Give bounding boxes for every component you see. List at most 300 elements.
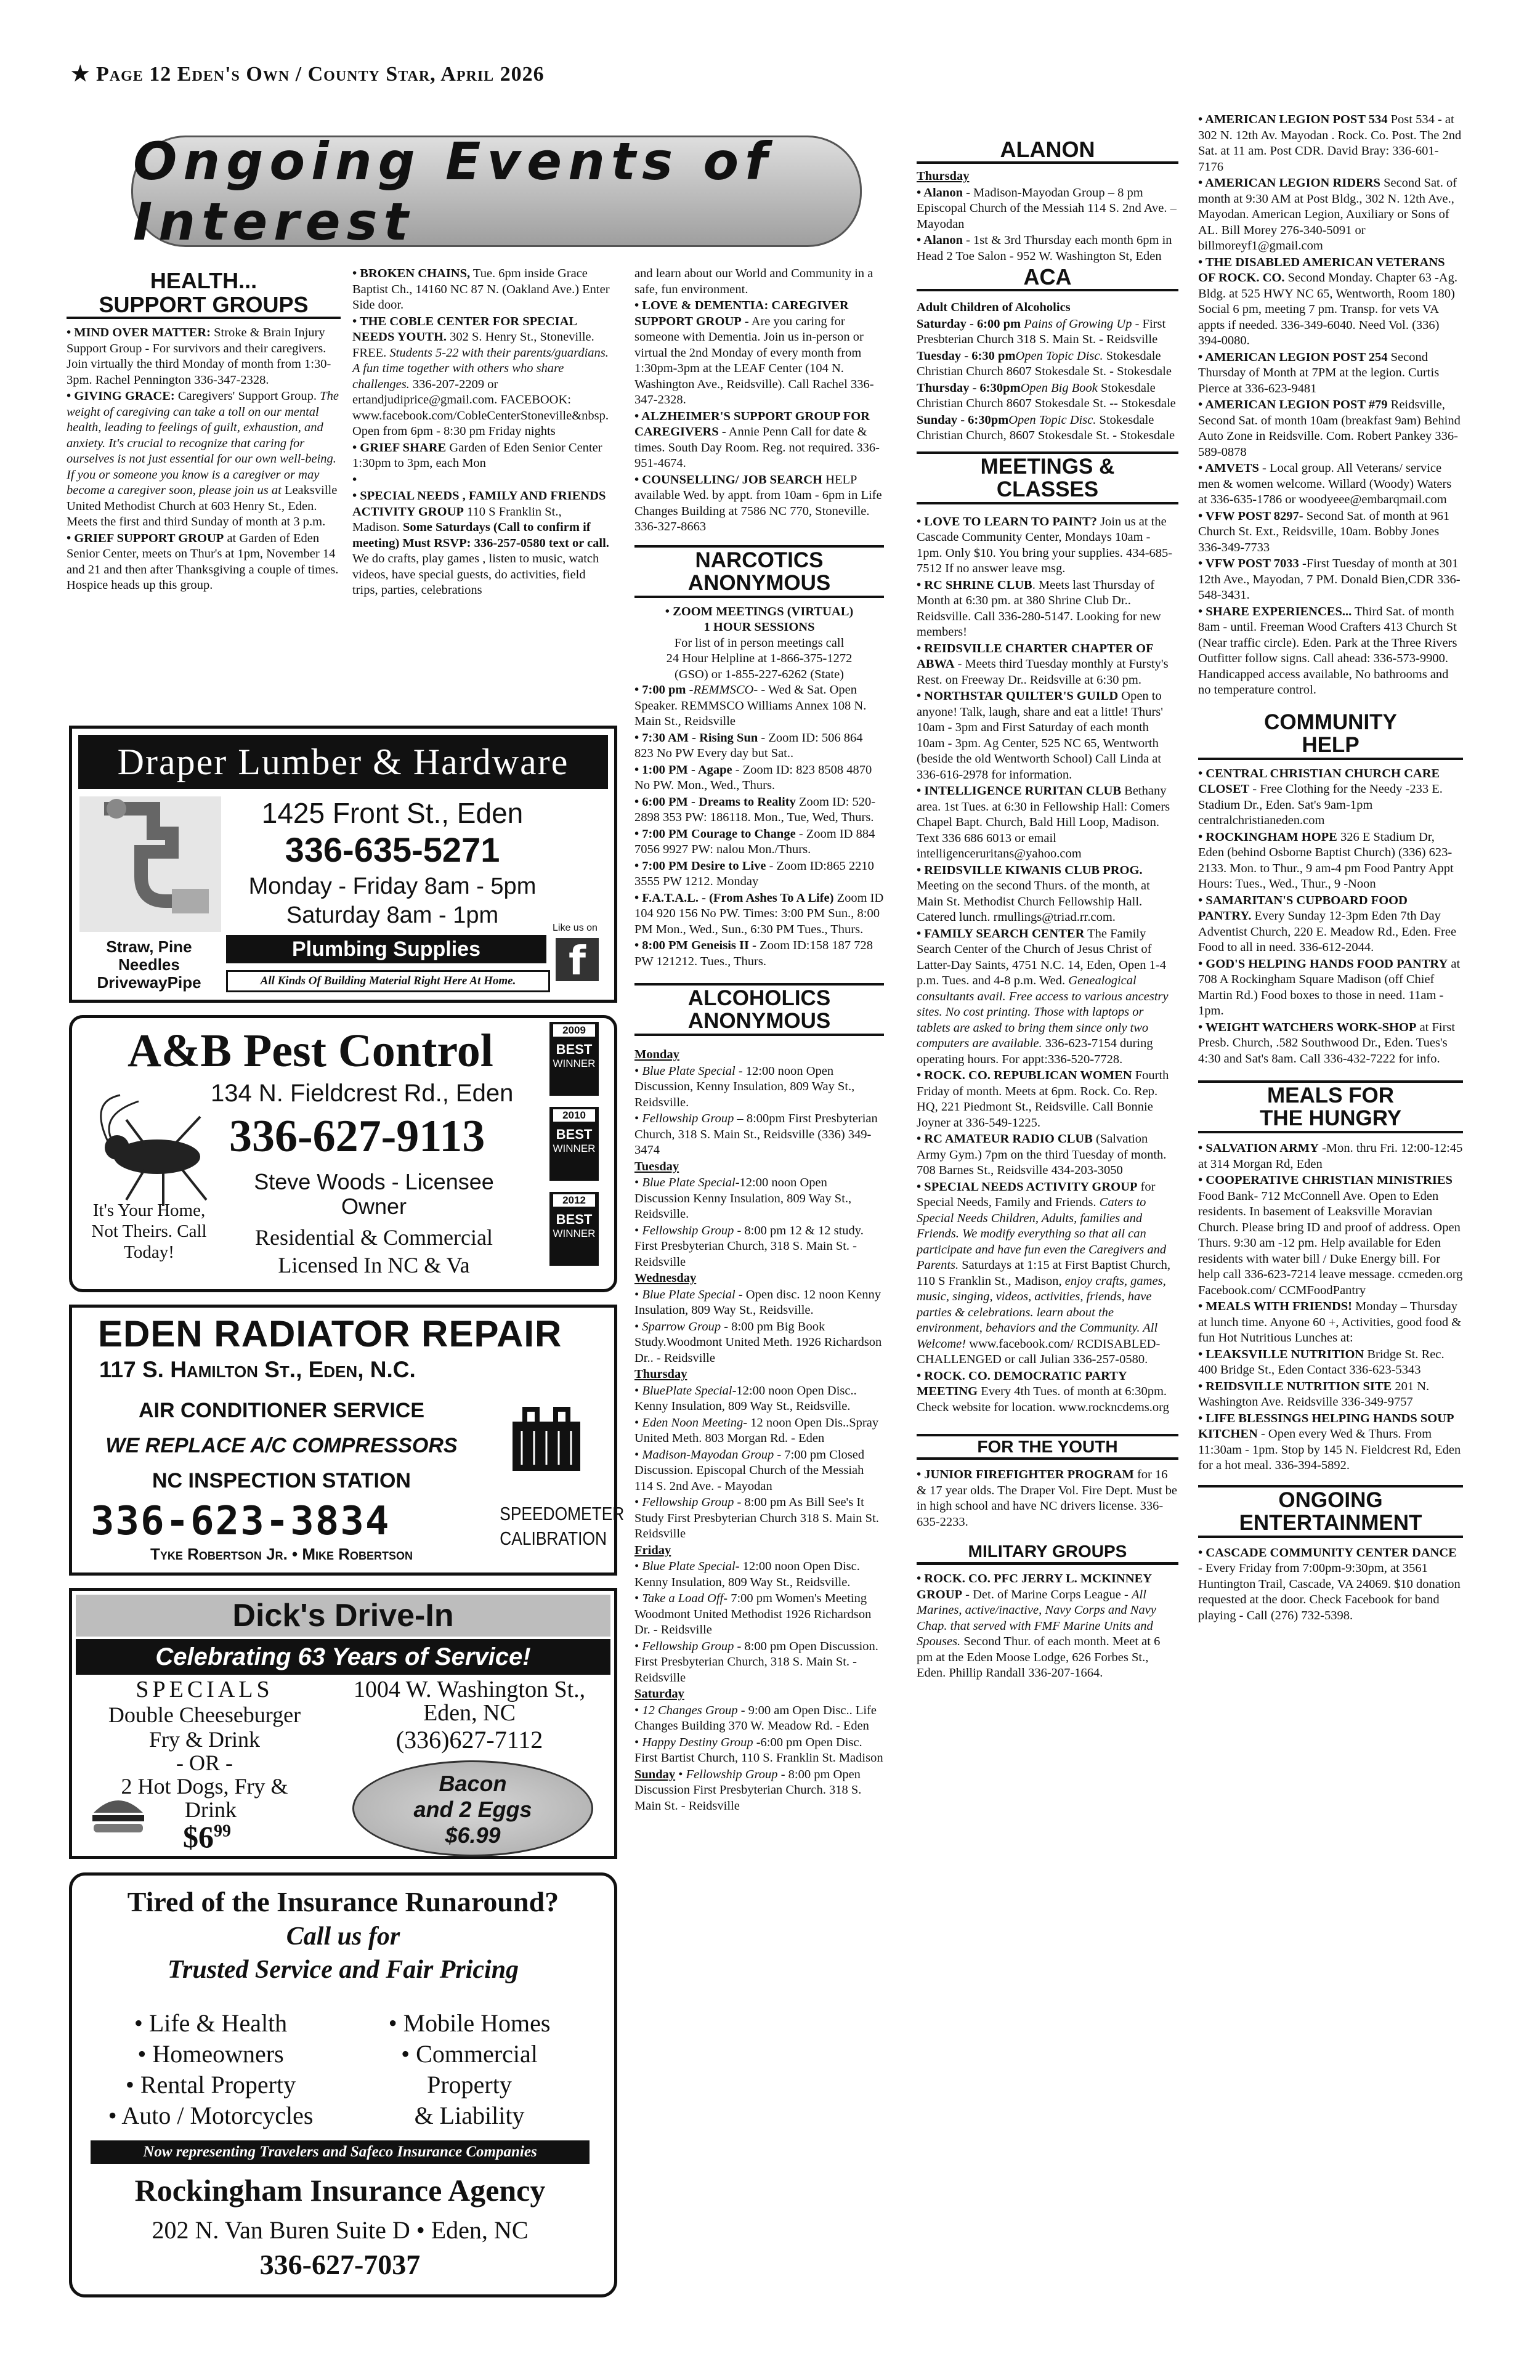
na-item	[634, 682, 884, 730]
veteran-item	[1198, 255, 1463, 349]
support-item-text: Tue. 6pm inside Grace Baptist Ch., 14160 NC 87 N. (Oakland Ave.) Enter Side door.	[352, 267, 610, 312]
dicks-oval3: $6.99	[445, 1823, 501, 1848]
aa-group-name: Fellowship Group	[642, 1496, 734, 1509]
na-item	[634, 795, 884, 826]
meetings-title-b: CLASSES	[996, 477, 1099, 501]
na-item-text: Zoom ID: 520-2898 353 PW: 186118. Mon., Tue, Wed, Thurs.	[634, 795, 876, 824]
aa-bullet: •	[634, 1415, 642, 1430]
section-youth-title	[917, 1434, 1178, 1460]
aa-bullet: •	[634, 1319, 642, 1334]
aca-item	[917, 381, 1178, 412]
ins-left-item: • Life & Health	[134, 2009, 288, 2037]
draper-name: Draper Lumber & Hardware	[78, 735, 608, 789]
aa-bullet: •	[634, 1176, 642, 1189]
ins-left-list	[84, 2008, 337, 2131]
aa-item	[634, 1287, 884, 1319]
aa-bullet: •	[634, 1496, 642, 1509]
award-winner: WINNER	[553, 1058, 596, 1069]
aca-item-text: - First Presbterian Church 318 S. Main St. - Reidsville	[917, 317, 1166, 346]
meeting-item-lead: • SPECIAL NEEDS ACTIVITY GROUP	[917, 1180, 1138, 1194]
aa-group-name: 12 Changes Group	[642, 1703, 738, 1717]
dicks-oval2: and 2 Eggs	[413, 1797, 532, 1822]
community-item-lead: • GOD'S HELPING HANDS FOOD PANTRY	[1198, 957, 1448, 971]
meeting-item	[917, 926, 1178, 1068]
entertainment-item-lead: • CASCADE COMMUNITY CENTER DANCE	[1198, 1545, 1457, 1560]
draper-hours1: Monday - Friday 8am - 5pm	[248, 873, 537, 899]
na-item-text: - Zoom ID: 823 8508 4870 No PW. Mon., Wed., Thurs.	[634, 763, 872, 792]
veteran-item-lead: • VFW POST 7033	[1198, 557, 1299, 570]
caregiver-item-text: - Are you caring for someone with Dementia. Join us in-person or virtual the 2nd Monday of every month from 1:30pm-3pm at the LEAF Center (104 N. Washington Ave., Reidsville). Call Rachel 336-347-2328.	[634, 314, 874, 407]
community-item-text: Every Sunday 12-3pm Eden 7th Day Adventist Church, 220 E. Meadow Rd., Eden. Free Food to all in need. 336-612-2044.	[1198, 909, 1457, 954]
support-item-text: 110 S Franklin St., Madison.	[352, 504, 562, 534]
aa-bullet: •	[634, 1735, 642, 1749]
na-intro-d: 24 Hour Helpline at 1-866-375-1272	[666, 652, 853, 665]
aa-text: -12:00 noon Open Discussion Kenny Insulation, 809 Way St., Reidsville.	[634, 1176, 852, 1221]
youth-title: FOR THE YOUTH	[977, 1437, 1118, 1456]
alanon-title: ALANON	[1000, 137, 1095, 162]
aa-day: Tuesday	[634, 1159, 679, 1173]
aa-bullet: •	[634, 1447, 642, 1462]
award-year: 2009	[553, 1024, 595, 1037]
support-item	[352, 266, 611, 314]
aa-text: - 8:00 pm Open Discussion. First Presbyterian Church, 318 S. Main St. - Reidsville	[634, 1639, 878, 1685]
header-text: Page 12 Eden's Own / County Star, April 2026	[95, 63, 545, 86]
draper-address: 1425 Front St., Eden	[261, 797, 524, 829]
radiator-line1: AIR CONDITIONER SERVICE	[138, 1399, 425, 1422]
aa-day: Monday	[634, 1048, 679, 1061]
dicks-special4: 2 Hot Dogs, Fry &	[121, 1774, 288, 1799]
award-best: BEST	[556, 1212, 593, 1227]
dicks-oval1: Bacon	[439, 1771, 507, 1796]
award-year: 2010	[553, 1109, 595, 1122]
aa-group-name: Happy Destiny Group	[642, 1735, 753, 1749]
meals-item	[1198, 1379, 1463, 1411]
dicks-special2: Fry & Drink	[149, 1727, 260, 1752]
meeting-item-text: - Meets third Tuesday monthly at Fursty's Rest. on Freeway Dr.. Reidsville at 6:30 pm.	[917, 657, 1169, 687]
na-intro-b: 1 HOUR SESSIONS	[703, 620, 815, 634]
community-item	[1198, 957, 1463, 1019]
aa-list	[634, 1047, 884, 1814]
na-item	[634, 938, 884, 969]
meeting-item-text: Bethany area. 1st Tues. at 6:30 in Fellowship Hall: Comers Chapel Bapt. Church, Bald Hill Loop, Madison. Text 336 686 6013 or email intelligenceruritans@yahoo.com	[917, 784, 1170, 860]
support-item-text: Garden of Eden Senior Center 1:30pm to 3pm, each Mon	[352, 440, 602, 470]
health-item	[67, 389, 341, 530]
aa-item	[634, 1415, 884, 1447]
support-item	[352, 472, 611, 488]
column-groups	[634, 266, 884, 1815]
bug-icon	[83, 1089, 237, 1212]
aca-item-text: Stokesdale Christian Church, 8607 Stokesdale St. - Stokesdale	[917, 413, 1175, 442]
aa-text: - 12:00 noon Open Disc. Kenny Insulation, 809 Way St., Reidsville.	[634, 1560, 860, 1589]
pipe-icon	[79, 796, 221, 932]
na-intro-e: (GSO) or 1-855-227-6262 (State)	[675, 667, 844, 681]
ins-address: 202 N. Van Buren Suite D • Eden, NC	[152, 2216, 529, 2244]
na-item-text: - Zoom ID 884 7056 9927 PW: nalou Mon./Thurs.	[634, 827, 875, 856]
support-item-lead: • GRIEF SHARE	[352, 440, 447, 455]
ins-phone: 336-627-7037	[259, 2249, 421, 2280]
na-item-lead: • 7:00 pm -	[634, 683, 694, 697]
support-item-tail: 336-207-2209 or ertandjudiprice@gmail.com. FACEBOOK: www.facebook.com/CobleCenterStoneville&nbsp. Open from 6pm - 8:30 pm Friday nights	[352, 377, 609, 438]
dicks-address1: 1004 W. Washington St.,	[353, 1677, 586, 1702]
meals-item-text: -Mon. thru Fri. 12:00-12:45 at 314 Morgan Rd, Eden	[1198, 1141, 1463, 1171]
dicks-special1: Double Cheeseburger	[108, 1702, 301, 1727]
meetings-list	[917, 514, 1178, 1416]
meals-item-lead: • MEALS WITH FRIENDS!	[1198, 1300, 1352, 1313]
veteran-item	[1198, 112, 1463, 175]
aa-text: - 12 noon Open Dis..Spray United Meth. 803 Morgan Rd. - Eden	[634, 1415, 879, 1445]
aa-text: - 9:00 am Open Disc.. Life Changes Building 370 W. Meadow Rd. - Eden	[634, 1703, 877, 1733]
aca-item-text: Stokesdale Christian Church 8607 Stokesdale St. -- Stokesdale	[917, 381, 1176, 410]
dicks-phone: (336)627-7112	[395, 1726, 543, 1754]
aca-sub: Adult Children of Alcoholics	[917, 301, 1071, 314]
caregiver-item-lead: • ALZHEIMER'S SUPPORT GROUP FOR CAREGIVERS	[634, 409, 870, 439]
aa-item	[634, 1064, 884, 1111]
meeting-item	[917, 1131, 1178, 1179]
alanon-item-text: - 1st & 3rd Thursday each month 6pm in Head 2 Toe Salon - 952 W. Washington St, Eden	[917, 233, 1172, 263]
meals-item	[1198, 1173, 1463, 1298]
aa-bullet: •	[634, 1383, 642, 1398]
ad-rockingham-insurance	[69, 1872, 617, 2297]
col3-intro: and learn about our World and Community in a safe, fun environment.	[634, 267, 873, 296]
support-list	[352, 266, 611, 599]
health-item-text: Stroke & Brain Injury Support Group - For survivors and their caregivers. Join virtually the third Monday of month from 1:30-3pm. Rachel Pennington 336-347-2328.	[67, 326, 331, 387]
aca-title: ACA	[1023, 264, 1072, 289]
support-item-emphasis: Some Saturdays (Call to confirm if meeting) Must RSVP: 336-257-0580 text or call.	[352, 520, 609, 550]
draper-pipe-image	[79, 796, 221, 932]
veteran-item	[1198, 461, 1463, 508]
dicks-celebrate: Celebrating 63 Years of Service!	[76, 1639, 610, 1675]
meals-item	[1198, 1141, 1463, 1172]
meals-item-lead: • LEAKSVILLE NUTRITION	[1198, 1347, 1364, 1361]
veteran-item-text: Post 534 - at 302 N. 12th Av. Mayodan . Rock. Co. Post. The 2nd Sat. at 11 am. Post CDR. David Bray: 336-601-7176	[1198, 113, 1462, 174]
meals-item-text: - Open every Wed & Thurs. From 11:30am - 1pm. Stop by 145 N. Fieldcrest Rd, Eden for a hot meal. 336-394-5892.	[1198, 1427, 1461, 1472]
veteran-item-lead: • THE DISABLED AMERICAN VETERANS OF ROCK. CO.	[1198, 255, 1445, 285]
draper-all-kinds: All Kinds Of Building Material Right Here At Home.	[226, 970, 550, 992]
community-item-text: 326 E Stadium Dr, Eden (behind Osborne Baptist Church) (336) 623-2133. Mon. to Thur., 9 am-4 pm Food Pantry Appt Hours: Tues., Wed., Thur., 9 -Noon	[1198, 830, 1454, 891]
veteran-item-text: Reidsville, Second Sat. of month 10am (breakfast 9am) Behind Auto Zone in Reidsville. Com. Robert Pankey 336-589-0878	[1198, 398, 1461, 459]
meals-list	[1198, 1141, 1463, 1474]
award-badge	[549, 1107, 599, 1181]
support-item-lead: • BROKEN CHAINS,	[352, 267, 471, 280]
caregiver-item-text: HELP available Wed. by appt. from 10am - 6pm in Life Changes Building at 7586 NC 770, Stoneville. 336-327-8663	[634, 472, 882, 533]
na-item-lead: • 8:00 PM Geneisis II	[634, 939, 749, 952]
aa-text: - 8:00 pm Open Discussion First Presbyterian Church. 318 S. Main St. - Reidsville	[634, 1767, 862, 1813]
support-item-lead: • THE COBLE CENTER FOR SPECIAL NEEDS YOUTH.	[352, 314, 577, 344]
veteran-item	[1198, 509, 1463, 556]
aa-group-name: Fellowship Group	[686, 1767, 778, 1781]
veteran-item-text: Second Monday. Chapter 63 -Ag. Bldg. at 525 HWY NC 65, Wentworth, Room 180) Social 6 pm, meeting 7 pm. Transp. for vets VA appts if needed. 336-349-6040. Need Vol. (336) 394-0080.	[1198, 271, 1457, 347]
military-title: MILITARY GROUPS	[968, 1542, 1127, 1561]
meeting-item	[917, 641, 1178, 689]
aa-text: - 8:00 pm Big Book Study.Woodmont United Meth. 1926 Richardson Dr.. - Reidsville	[634, 1319, 882, 1365]
aa-bullet: •	[634, 1592, 642, 1605]
veteran-item-text: Second Sat. of month at 9:30 AM at Post Bldg., 302 N. 12th Ave., Mayodan. American Legion, Auxiliary or Sons of AL. Bill Morey 276-340-5091 or billmoreyf1@gmail.com	[1198, 176, 1457, 253]
ins-agency: Rockingham Insurance Agency	[134, 2173, 546, 2208]
veteran-item-text: Third Sat. of month 8am - until. Freeman Wood Crafters 413 Church St (Near traffic circle). Eden. Park at the Three Rivers Outfitter follow signs. Call ahead: 336-573-9900. Handicapped access available, No bathrooms and no temperature control.	[1198, 604, 1457, 697]
ab-owner2: Owner	[341, 1194, 407, 1219]
health-item-italic: The weight of caregiving can take a toll on our mental health, leading to feelings of guilt, exhaustion, and anxiety. It's crucial to recognize that caring for ourselves is not just essential for our own well-being. If you or someone you know is a caregiver or may become a caregiver soon, please join us at	[67, 389, 339, 497]
aca-item	[917, 317, 1178, 348]
meeting-item-text: Meeting on the second Thurs. of the month, at Main St. Methodist Church Fellowship Hall. Catered lunch. rmullings@triad.rr.com.	[917, 879, 1150, 924]
health-list	[67, 325, 341, 594]
ab-residential: Residential & Commercial	[255, 1225, 493, 1250]
ins-right-item: & Liability	[414, 2102, 525, 2129]
aca-item-lead: Saturday - 6:00 pm	[917, 317, 1021, 331]
health-item-lead: • GRIEF SUPPORT GROUP	[67, 531, 224, 545]
veteran-item-lead: • AMERICAN LEGION RIDERS	[1198, 176, 1380, 190]
ins-right-item: • Commercial	[401, 2040, 538, 2068]
health-item-text: at Garden of Eden Senior Center, meets on Thur's at 1pm, November 14 and 21 and then after Thanksgiving a couple of times. Hospice heads up this group.	[67, 531, 339, 592]
youth-item-text: for 16 & 17 year olds. The Draper Vol. Fire Dept. Must be in high school and have NC drivers license. 336-635-2233.	[917, 1468, 1178, 1529]
meeting-item-lead: • LOVE TO LEARN TO PAINT?	[917, 514, 1097, 528]
meeting-item-text: Every 4th Tues. of month at 6:30pm. Check website for location. www.rockncdems.org	[917, 1385, 1169, 1414]
aa-group-name: Sparrow Group	[642, 1319, 721, 1334]
military-list	[917, 1571, 1178, 1682]
support-item-tail: We do crafts, play games , listen to music, watch videos, have special guests, do activities, field trips, parties, celebrations	[352, 552, 599, 597]
section-meetings-title	[917, 451, 1178, 504]
dicks-price	[183, 1819, 231, 1855]
ad-ab-pest	[69, 1015, 617, 1292]
caregiver-item	[634, 409, 884, 472]
community-title-a: COMMUNITY	[1264, 710, 1397, 734]
aa-group-name: Blue Plate Special	[642, 1287, 736, 1301]
health-item-lead: • MIND OVER MATTER:	[67, 326, 211, 339]
na-item	[634, 827, 884, 858]
column-support	[352, 266, 611, 599]
veteran-item-text: -First Tuesday of month at 301 12th Ave., Mayodan, 7 PM. Donald Bien,CDR 336-548-3431.	[1198, 557, 1461, 602]
aca-item	[917, 349, 1178, 380]
meals-item	[1198, 1411, 1463, 1474]
aa-text: – 8:00pm First Presbyterian Church, 318 S. Main St., Reidsville (336) 349-3474	[634, 1112, 878, 1157]
aca-list	[917, 317, 1178, 444]
na-item	[634, 891, 884, 938]
caregiver-item-text: - Annie Penn Call for date & times. South Day Room. Reg. not required. 336-951-4674.	[634, 425, 880, 470]
community-item-lead: • SAMARITAN'S CUPBOARD FOOD PANTRY.	[1198, 893, 1408, 923]
award-winner: WINNER	[553, 1228, 596, 1239]
ins-right-item: • Mobile Homes	[388, 2009, 551, 2037]
alanon-item-text: - Madison-Mayodan Group – 8 pm Episcopal Church of the Messiah 114 S. 2nd Ave. – Mayodan	[917, 185, 1177, 231]
veterans-list	[1198, 112, 1463, 698]
alanon-list	[917, 185, 1178, 265]
dicks-specials: SPECIALS	[136, 1677, 274, 1702]
meeting-item-lead: • RC SHRINE CLUB	[917, 578, 1032, 592]
caregiver-item	[634, 472, 884, 535]
ab-owner1: Steve Woods - Licensee	[254, 1169, 494, 1194]
aa-item	[634, 1639, 884, 1686]
aa-bullet: •	[634, 1064, 642, 1078]
ins-right-list	[343, 2008, 596, 2131]
health-item	[67, 325, 341, 388]
aca-item	[917, 413, 1178, 444]
na-intro	[634, 604, 884, 683]
aca-item-italic: Open Topic Disc.	[1008, 413, 1096, 427]
meeting-item-italic: Genealogical consultants avail. Free access to various ancestry sites. No cost printing. Those with laptops or tablets are asked to bring them since only two computers are available.	[917, 974, 1169, 1050]
meals-title-b: THE HUNGRY	[1259, 1106, 1402, 1130]
meals-item	[1198, 1347, 1463, 1378]
section-meals-title	[1198, 1080, 1463, 1133]
dicks-name: Dick's Drive-In	[76, 1595, 610, 1637]
na-item	[634, 763, 884, 794]
veteran-item	[1198, 556, 1463, 604]
health-title-line2: SUPPORT GROUPS	[99, 292, 309, 317]
radiator-line3: NC INSPECTION STATION	[152, 1469, 411, 1492]
aa-text: - Open disc. 12 noon Kenny Insulation, 809 Way St., Reidsville.	[634, 1287, 881, 1317]
caregiver-list	[634, 298, 884, 535]
aa-bullet: •	[634, 1287, 642, 1301]
meeting-item-text: . Meets last Thursday of Month at 6:30 pm. at 380 Shrine Club Dr.. Reidsville. Call 336-280-5147. Looking for new members!	[917, 578, 1161, 639]
ins-bar: Now representing Travelers and Safeco Insurance Companies	[91, 2140, 590, 2164]
support-item-lead: •	[352, 472, 357, 487]
banner-title: Ongoing Events of Interest	[133, 131, 774, 252]
community-item	[1198, 766, 1463, 829]
section-community-title	[1198, 710, 1463, 760]
aa-text: - 7:00 pm Women's Meeting Woodmont United Methodist 1926 Richardson Dr. - Reidsville	[634, 1592, 872, 1637]
section-health-title	[67, 269, 341, 319]
facebook-icon: f	[556, 938, 599, 981]
section-entertainment-title	[1198, 1485, 1463, 1538]
na-item-lead: • 7:30 AM - Rising Sun	[634, 731, 758, 745]
support-item-lead: • SPECIAL NEEDS , FAMILY AND FRIENDS ACTIVITY GROUP	[352, 489, 606, 519]
aa-group-name: Eden Noon Meeting	[642, 1415, 744, 1430]
meeting-item-tail2: www.facebook.com/ RCDISABLED-CHALLENGED or call Julian 336-257-0580.	[917, 1337, 1161, 1366]
aa-title: ALCOHOLICS ANONYMOUS	[687, 986, 831, 1033]
dicks-address2: Eden, NC	[423, 1700, 516, 1726]
ab-address: 134 N. Fieldcrest Rd., Eden	[211, 1080, 514, 1107]
community-item-text: - Free Clothing for the Needy -233 E. Stadium Dr., Eden. Sat's 9am-1pm centralchristianeden.com	[1198, 782, 1443, 827]
award-best: BEST	[556, 1042, 593, 1057]
entertainment-item	[1198, 1545, 1463, 1624]
aa-item	[634, 1223, 884, 1271]
dicks-special3: - OR -	[176, 1751, 233, 1775]
military-item-tail: Second Thur. of each month. Meet at 6 pm at the Eden Moose Lodge, 626 Forbes St., Eden. Phillip Randall 336-207-1664.	[917, 1635, 1161, 1680]
support-item	[352, 488, 611, 599]
award-best: BEST	[556, 1127, 593, 1142]
dicks-price-cents: 99	[214, 1821, 231, 1841]
dicks-special5: Drink	[185, 1797, 237, 1822]
meeting-item-lead: • NORTHSTAR QUILTER'S GUILD	[917, 689, 1119, 703]
aa-item	[634, 1703, 884, 1734]
na-item	[634, 859, 884, 890]
caregiver-item-lead: • COUNSELLING/ JOB SEARCH	[634, 472, 823, 487]
veteran-item-lead: • SHARE EXPERIENCES...	[1198, 604, 1352, 618]
veteran-item-lead: • AMERICAN LEGION POST #79	[1198, 398, 1388, 411]
meetings-title-a: MEETINGS &	[980, 454, 1115, 479]
aa-group-name: Blue Plate Special	[642, 1064, 736, 1078]
aa-text: -12:00 noon Open Disc.. Kenny Insulation, 809 Way St., Reidsville.	[634, 1383, 857, 1413]
aa-day: Saturday	[634, 1687, 684, 1701]
meeting-item-lead: • INTELLIGENCE RURITAN CLUB	[917, 784, 1122, 798]
ad-eden-radiator	[69, 1305, 625, 1576]
na-item-lead: • 6:00 PM - Dreams to Reality	[634, 795, 796, 809]
na-item-lead: • 7:00 PM Courage to Change	[634, 827, 796, 841]
youth-item-lead: • JUNIOR FIREFIGHTER PROGRAM	[917, 1468, 1134, 1481]
meeting-item	[917, 578, 1178, 641]
military-item	[917, 1571, 1178, 1682]
alanon-item	[917, 185, 1178, 233]
aa-text: - 8:00 pm 12 & 12 study. First Presbyterian Church, 318 S. Main St. - Reidsville	[634, 1223, 864, 1269]
meeting-item-lead: • REIDSVILLE CHARTER CHAPTER OF ABWA	[917, 641, 1153, 671]
aa-group-name: Blue Plate Special	[642, 1176, 736, 1189]
veteran-item	[1198, 176, 1463, 254]
ins-call: Call us for	[286, 1922, 400, 1951]
na-item-lead: • 7:00 PM Desire to Live	[634, 859, 766, 873]
aa-item	[634, 1111, 884, 1159]
support-item	[352, 314, 611, 440]
veteran-item-lead: • AMERICAN LEGION POST 534	[1198, 113, 1388, 126]
meals-item-text: 201 N. Washington Ave. Reidsville 336-349-9757	[1198, 1379, 1430, 1409]
aa-text: - 8:00 pm As Bill See's It Study First Presbyterian Church 318 S. Main St. Reidsville	[634, 1496, 879, 1540]
military-item-text: - Det. of Marine Corps League -	[962, 1587, 1132, 1601]
aa-item	[634, 1319, 884, 1367]
meals-item	[1198, 1299, 1463, 1346]
meeting-item-text: Fourth Friday of month. Meets at 6pm. Rock. Co. Rep. HQ, 221 Piedmont St., Reidsville. Call Bonnie Joyner at 336-549-1225.	[917, 1069, 1169, 1130]
meeting-item	[917, 863, 1178, 926]
na-item-text: - Zoom ID: 506 864 823 No PW Every day but Sat..	[634, 731, 863, 760]
aa-group-name: Fellowship Group	[642, 1223, 734, 1237]
veteran-item-lead: • AMERICAN LEGION POST 254	[1198, 350, 1388, 364]
ins-left-item: • Auto / Motorcycles	[108, 2102, 314, 2129]
section-aa-title	[634, 983, 884, 1036]
aa-bullet: •	[634, 1560, 642, 1573]
community-title-b: HELP	[1302, 732, 1360, 757]
aa-item	[634, 1383, 884, 1415]
na-intro-a: • ZOOM MEETINGS (VIRTUAL)	[665, 604, 854, 618]
award-badge	[549, 1022, 599, 1096]
meeting-item	[917, 1068, 1178, 1131]
meals-item-text: Food Bank- 712 McConnell Ave. Open to Eden residents. In basement of Leaksville Moravian Church. Please bring ID and proof of address. Open Thurs. 9:30 am -12 pm. Help available for Eden residents with water bill / Duke Energy bill. For help call 336-623-7214 leave message. ccmeden.org Facebook.com/ CCMFoodPantry	[1198, 1189, 1463, 1297]
community-item-text: at First Presb. Church, .582 Southwood Dr., Eden. Tues's 4:30 and Sat's 8am. Call 336-432-7222 for info.	[1198, 1020, 1456, 1066]
alanon-day: Thursday	[917, 169, 970, 183]
aa-group-name: Fellowship Group	[642, 1639, 734, 1653]
veteran-item-lead: • AMVETS	[1198, 461, 1259, 475]
column-veterans	[1198, 112, 1463, 1624]
aa-bullet: •	[634, 1703, 642, 1717]
community-item	[1198, 830, 1463, 892]
aa-text: - 7:00 pm Closed Discussion. Episcopal Church of the Messiah 114 S. 2nd Ave. - Mayodan	[634, 1447, 865, 1493]
support-item-italic: Students 5-22 with their parents/guardians. A fun time together with others who share challenges.	[352, 346, 609, 391]
community-item-lead: • ROCKINGHAM HOPE	[1198, 830, 1337, 844]
military-item-lead: • ROCK. CO. PFC JERRY L. MCKINNEY GROUP	[917, 1572, 1152, 1601]
aa-sunday-day: Sunday	[634, 1767, 676, 1781]
youth-list	[917, 1467, 1178, 1530]
dicks-bacon-oval	[352, 1760, 593, 1856]
entertainment-title-a: ONGOING	[1278, 1488, 1383, 1512]
aa-day: Wednesday	[634, 1271, 697, 1285]
ins-left-item: • Rental Property	[125, 2071, 296, 2099]
health-item-text: Caregivers' Support Group.	[174, 389, 320, 403]
na-item-text: Zoom ID 104 920 156 No PW. Times: 3:00 PM Sun., 8:00 PM Mon., Wed., Sun., 6:30 PM Tues., Thurs.	[634, 891, 884, 936]
health-item	[67, 531, 341, 594]
alanon-item-lead: • Alanon	[917, 185, 963, 200]
award-year: 2012	[553, 1194, 595, 1207]
health-item-lead: • GIVING GRACE:	[67, 389, 175, 403]
entertainment-list	[1198, 1545, 1463, 1624]
section-alanon-title	[917, 138, 1178, 164]
na-item-text: - Zoom ID:865 2210 3555 PW 1212. Monday	[634, 859, 874, 888]
alanon-item	[917, 233, 1178, 264]
aca-item-lead: Sunday - 6:30pm	[917, 413, 1009, 427]
narcotics-title: NARCOTICS ANONYMOUS	[687, 548, 831, 595]
meeting-item-tail: 336-623-7154 during operating hours. For appt:336-520-7728.	[917, 1037, 1153, 1066]
ins-trusted: Trusted Service and Fair Pricing	[167, 1956, 519, 1984]
radiator-phone: 336-623-3834	[91, 1499, 391, 1544]
entertainment-item-text: - Every Friday from 7:00pm-9:30pm, at 3561 Huntington Trail, Cascade, VA 24069. $10 donation requested at the door. Check Facebook for band playing - Call (276) 732-5398.	[1198, 1561, 1461, 1622]
aa-item	[634, 1735, 884, 1767]
veteran-item-text: Second Thursday of Month at 7PM at the legion. Curtis Pierce at 336-623-9481	[1198, 350, 1440, 395]
community-list	[1198, 766, 1463, 1067]
aa-text: -6:00 pm Open Disc. First Bartist Church, 110 S. Franklin St. Madison	[634, 1735, 883, 1765]
meeting-item-tail: Saturdays at 1:15 at First Baptist Church, 110 S Franklin St., Madison,	[917, 1258, 1171, 1288]
